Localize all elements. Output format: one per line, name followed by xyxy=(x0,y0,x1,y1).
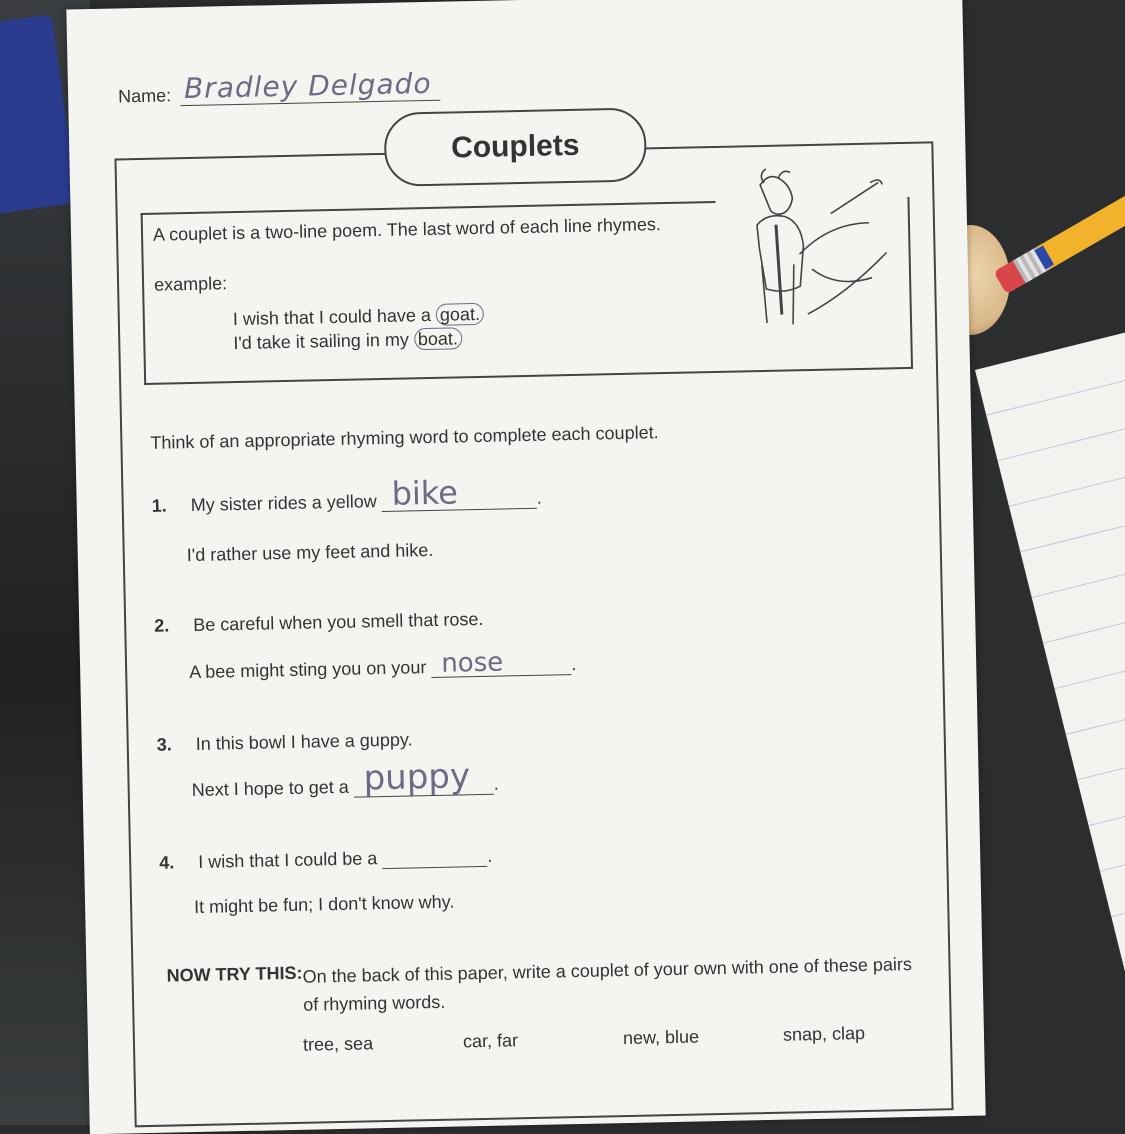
couplet-item-1: 1. My sister rides a yellow bike . xyxy=(152,488,542,517)
couplet-item-4: 4. I wish that I could be a . xyxy=(159,846,493,874)
goat-sailing-illustration xyxy=(720,162,894,336)
couplet-item-1-line-2: I'd rather use my feet and hike. xyxy=(153,540,434,567)
item-number: 3. xyxy=(157,734,191,756)
item-number: 2. xyxy=(154,615,188,637)
circled-rhyme-goat: goat. xyxy=(436,303,484,326)
circled-rhyme-boat: boat. xyxy=(414,327,462,350)
rhyme-pair: new, blue xyxy=(623,1025,783,1049)
answer-blank-3[interactable] xyxy=(354,774,494,798)
name-field[interactable] xyxy=(180,80,440,106)
now-try-text: On the back of this paper, write a couplet of your own with one of these pairs of rhyming words. xyxy=(302,950,923,1019)
lined-notebook-paper xyxy=(975,322,1125,1108)
rhyme-pair: tree, sea xyxy=(303,1031,463,1055)
item-line: My sister rides a yellow xyxy=(191,491,377,515)
item-number: 1. xyxy=(152,495,186,517)
answer-blank-4[interactable] xyxy=(382,846,487,869)
handwritten-name: Bradley Delgado xyxy=(184,67,432,105)
item-line: Be careful when you smell that rose. xyxy=(193,609,484,635)
now-try-label: NOW TRY THIS: xyxy=(166,963,302,986)
answer-blank-1[interactable] xyxy=(382,488,537,512)
rhyme-pair: snap, clap xyxy=(783,1022,903,1046)
item-line: In this bowl I have a guppy. xyxy=(196,729,413,754)
answer-blank-2[interactable] xyxy=(431,654,571,678)
handwritten-answer: nose xyxy=(441,648,504,679)
name-row xyxy=(118,80,440,108)
handwritten-answer: puppy xyxy=(363,756,470,798)
rhyme-pair: car, far xyxy=(463,1028,623,1052)
pencil-icon xyxy=(994,197,1125,295)
instruction-text: Think of an appropriate rhyming word to complete each couplet. xyxy=(150,422,659,454)
example-label: example: xyxy=(154,273,227,296)
definition-text: A couplet is a two-line poem. The last word of each line rhymes. xyxy=(153,214,661,246)
couplet-item-2-line-2: A bee might sting you on your nose . xyxy=(155,654,577,684)
page-title: Couplets xyxy=(384,107,647,186)
worksheet-page xyxy=(66,0,985,1134)
example-line-2: I'd take it sailing in my boat. xyxy=(233,328,462,354)
name-label: Name: xyxy=(118,85,171,106)
now-try-this-section xyxy=(166,963,302,987)
handwritten-answer: bike xyxy=(391,473,458,512)
couplet-item-4-line-2: It might be fun; I don't know why. xyxy=(160,892,455,919)
item-number: 4. xyxy=(159,852,193,874)
couplet-item-3-line-2: Next I hope to get a puppy . xyxy=(157,774,499,802)
example-line-1: I wish that I could have a goat. xyxy=(233,304,485,330)
item-line: I wish that I could be a xyxy=(198,848,377,872)
